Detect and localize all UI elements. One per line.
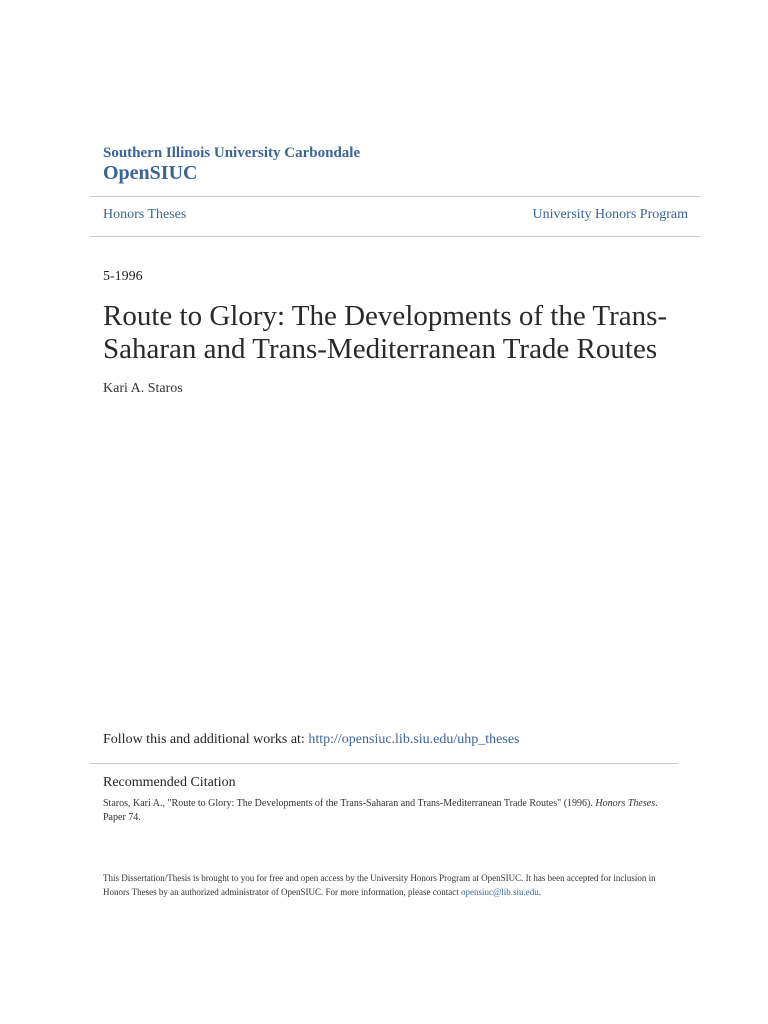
program-link[interactable]: University Honors Program: [532, 207, 688, 222]
citation-heading: Recommended Citation: [103, 775, 236, 790]
institution-name: Southern Illinois University Carbondale: [103, 145, 361, 161]
access-notice: [103, 871, 673, 899]
collection-link[interactable]: Honors Theses: [103, 207, 187, 222]
follow-label: Follow this and additional works at:: [103, 732, 309, 747]
citation-series: Honors Theses: [595, 798, 656, 809]
citation-end: . Paper 74.: [103, 798, 658, 823]
citation-divider: [90, 763, 678, 764]
contact-email-link[interactable]: opensiuc@lib.siu.edu: [461, 887, 539, 897]
header-divider-bottom: [90, 236, 700, 237]
citation-text: [103, 797, 663, 825]
access-notice-end: .: [538, 887, 542, 897]
theses-url-link[interactable]: http://opensiuc.lib.siu.edu/uhp_theses: [308, 732, 520, 747]
document-title: Route to Glory: The Developments of the Trans-Saharan and Trans-Mediterranean Trade Routes: [103, 300, 668, 365]
citation-main: Staros, Kari A., "Route to Glory: The Developments of the Trans-Saharan and Trans-Mediterranean Trade Routes" (1996).: [103, 798, 596, 809]
follow-line: [103, 732, 519, 748]
repository-name: OpenSIUC: [103, 162, 198, 184]
access-notice-text: This Dissertation/Thesis is brought to you for free and open access by the University Honors Program at OpenSIUC. It has been accepted for inclusion in Honors Theses by an authorized administrator of OpenSIUC. For more information, please contact: [103, 873, 656, 897]
publication-date: 5-1996: [103, 269, 143, 284]
header-divider-top: [90, 196, 700, 197]
author-name: Kari A. Staros: [103, 381, 183, 396]
